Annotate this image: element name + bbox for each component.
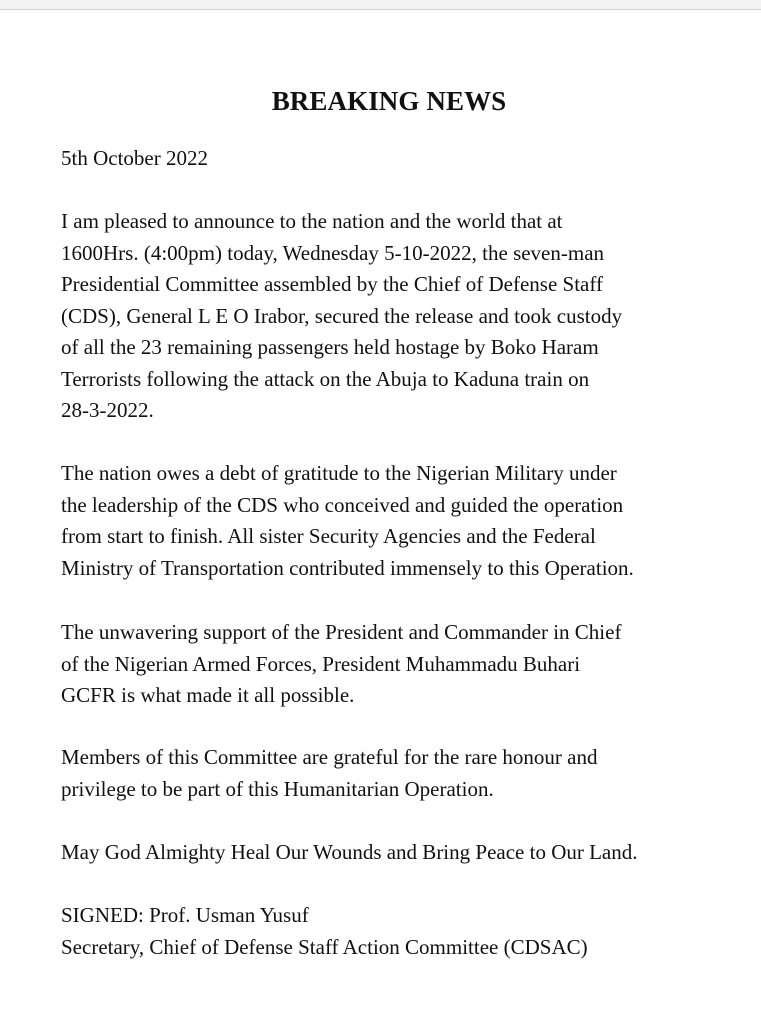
committee-paragraph [61,742,731,805]
presidential-support-paragraph [61,617,731,712]
paragraph-line: Presidential Committee assembled by the Chief of Defense Staff [61,272,603,296]
paragraph-line: privilege to be part of this Humanitarian Operation. [61,776,494,801]
paragraph-line: from start to finish. All sister Security Agencies and the Federal [61,524,596,548]
announcement-paragraph [61,206,731,427]
paragraph-line: GCFR is what made it all possible. [61,683,355,707]
paragraph-line: May God Almighty Heal Our Wounds and Bring Peace to Our Land. [61,840,638,864]
signed-name: SIGNED: Prof. Usman Yusuf [61,903,309,927]
paragraph-line: 1600Hrs. (4:00pm) today, Wednesday 5-10-2022, the seven-man [61,240,605,265]
paragraph-line: the leadership of the CDS who conceived and guided the operation [61,492,624,517]
paragraph-line: Members of this Committee are grateful for the rare honour and [61,745,598,769]
paragraph-line: The unwavering support of the President and Commander in Chief [61,620,622,644]
closing-paragraph [61,837,731,869]
signature-block [61,900,741,963]
paragraph-line: of all the 23 remaining passengers held hostage by Boko Haram [61,335,599,359]
paragraph-line: Terrorists following the attack on the Abuja to Kaduna train on [61,366,590,391]
paragraph-line: of the Nigerian Armed Forces, President Muhammadu Buhari [61,651,581,676]
paragraph-line: The nation owes a debt of gratitude to the Nigerian Military under [61,461,617,485]
paragraph-line: Ministry of Transportation contributed immensely to this Operation. [61,555,634,580]
gratitude-paragraph [61,458,731,584]
document-title: BREAKING NEWS [271,86,507,117]
release-date: 5th October 2022 [61,146,208,170]
paragraph-line: (CDS), General L E O Irabor, secured the release and took custody [61,303,623,328]
paragraph-line: I am pleased to announce to the nation and the world that at [61,209,563,233]
paragraph-line: 28-3-2022. [61,398,154,422]
signatory-title: Secretary, Chief of Defense Staff Action Committee (CDSAC) [61,934,588,959]
